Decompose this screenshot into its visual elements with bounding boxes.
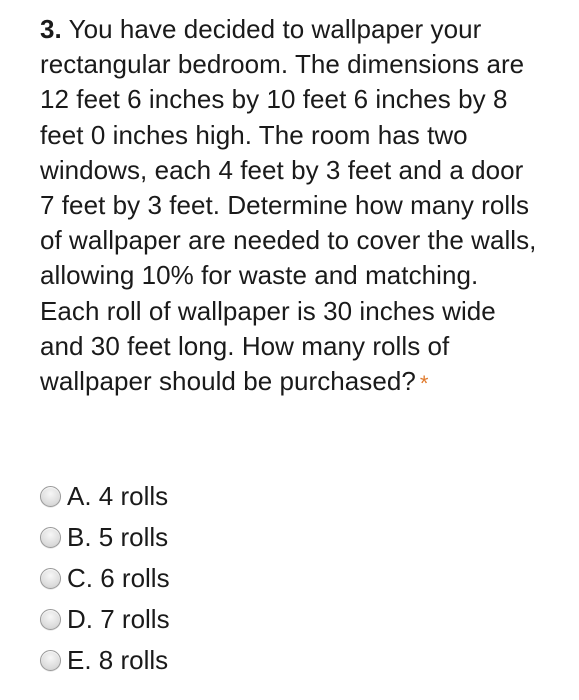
option-label-e[interactable]: E. 8 rolls <box>67 645 169 675</box>
question-text-block <box>40 12 540 399</box>
answer-options <box>40 476 520 681</box>
option-a[interactable] <box>40 476 520 517</box>
required-asterisk: * <box>419 371 429 397</box>
option-b[interactable] <box>40 517 520 558</box>
option-c[interactable] <box>40 558 520 599</box>
option-d[interactable] <box>40 599 520 640</box>
radio-button-a[interactable] <box>40 486 61 507</box>
radio-button-b[interactable] <box>40 527 61 548</box>
question-number: 3. <box>40 14 62 44</box>
option-e[interactable] <box>40 640 520 681</box>
radio-button-e[interactable] <box>40 650 61 671</box>
option-label-b[interactable]: B. 5 rolls <box>67 522 169 552</box>
question-text: You have decided to wallpaper your rectangular bedroom. The dimensions are 12 feet 6 inches by 10 feet 6 inches by 8 feet 0 inches high. The room has two windows, each 4 feet by 3 feet and a door 7 feet by 3 feet. Determine how many rolls of wallpaper are needed to cover the walls, allowing 10% for waste and matching. Each roll of wallpaper is 30 inches wide and 30 feet long. How many rolls of wallpaper should be purchased? <box>40 14 537 397</box>
option-label-a[interactable]: A. 4 rolls <box>67 481 169 511</box>
option-label-d[interactable]: D. 7 rolls <box>67 604 170 634</box>
option-label-c[interactable]: C. 6 rolls <box>67 563 170 593</box>
radio-button-d[interactable] <box>40 609 61 630</box>
radio-button-c[interactable] <box>40 568 61 589</box>
